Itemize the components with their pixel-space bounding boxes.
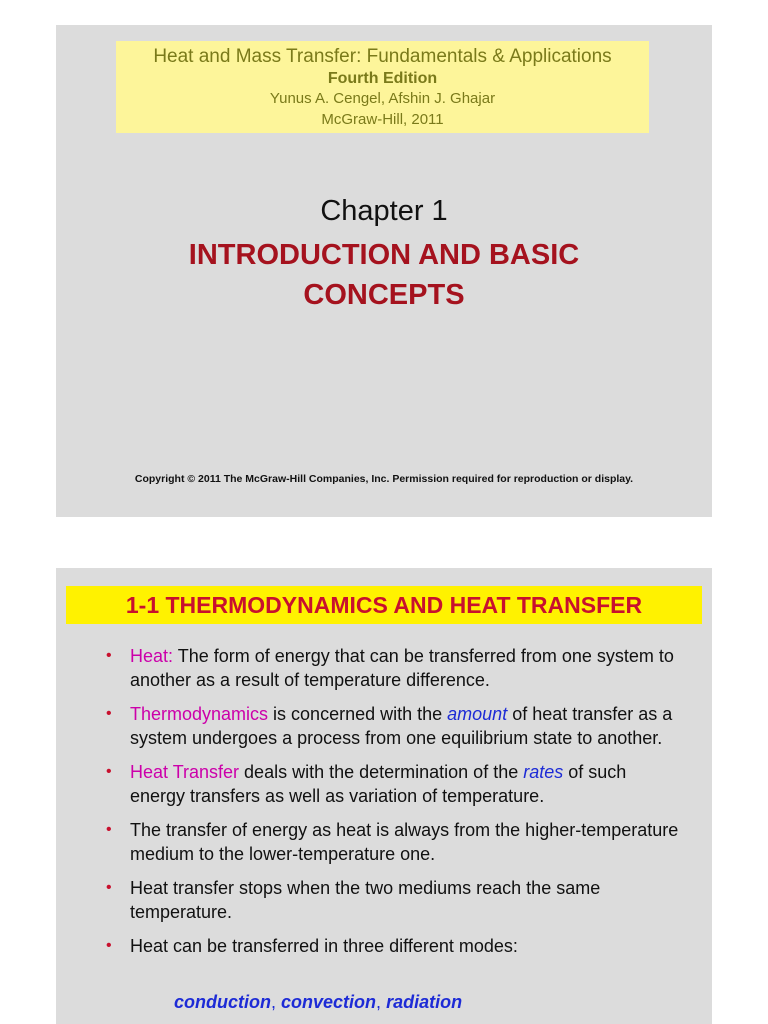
- mode-radiation: radiation: [386, 992, 463, 1012]
- copyright-notice: Copyright © 2011 The McGraw-Hill Companies, Inc. Permission required for reproduction or display.: [134, 473, 634, 485]
- book-edition: Fourth Edition: [327, 70, 438, 87]
- bullet-thermodynamics: [106, 702, 686, 750]
- chapter-title-line-2: CONCEPTS: [303, 279, 465, 311]
- title-slide: [56, 25, 712, 517]
- mode-separator: ,: [271, 992, 282, 1012]
- book-authors: Yunus A. Cengel, Afshin J. Ghajar: [269, 90, 496, 107]
- bullet-text: of such energy transfers as well as variation of temperature.: [130, 762, 627, 806]
- bullet-heat: [106, 644, 686, 692]
- term-thermodynamics: Thermodynamics: [130, 704, 269, 724]
- mode-separator: ,: [376, 992, 387, 1012]
- book-publisher: McGraw-Hill, 2011: [321, 111, 444, 128]
- chapter-title-line-1: INTRODUCTION AND BASIC: [188, 239, 580, 271]
- book-title: Heat and Mass Transfer: Fundamentals & Applications: [153, 46, 612, 67]
- chapter-title: [56, 235, 712, 315]
- mode-conduction: conduction: [174, 992, 271, 1012]
- emphasis-amount: amount: [447, 704, 508, 724]
- heat-transfer-modes: [174, 992, 462, 1013]
- bullet-text: The transfer of energy as heat is always from the higher-temperature medium to the lower-temperature one.: [130, 820, 679, 864]
- bullet-marker: •: [106, 705, 112, 722]
- bullet-modes: [106, 934, 686, 958]
- mode-convection: convection: [281, 992, 377, 1012]
- bullet-text: Heat can be transferred in three different modes:: [130, 936, 518, 956]
- section-title: 1-1 THERMODYNAMICS AND HEAT TRANSFER: [66, 586, 702, 624]
- bullet-marker: •: [106, 821, 112, 838]
- term-heat: Heat:: [130, 646, 174, 666]
- term-heat-transfer: Heat Transfer: [130, 762, 240, 782]
- bullet-heat-transfer: [106, 760, 686, 808]
- bullet-text: deals with the determination of the: [239, 762, 524, 782]
- book-info-box: [116, 41, 649, 133]
- bullet-text: Heat transfer stops when the two mediums reach the same temperature.: [130, 878, 601, 922]
- bullet-text: of heat transfer as a system undergoes a process from one equilibrium state to another.: [130, 704, 673, 748]
- bullet-marker: •: [106, 937, 112, 954]
- emphasis-rates: rates: [523, 762, 564, 782]
- chapter-number: Chapter 1: [320, 195, 448, 227]
- bullet-marker: •: [106, 879, 112, 896]
- bullet-marker: •: [106, 763, 112, 780]
- bullet-marker: •: [106, 647, 112, 664]
- bullet-text: is concerned with the: [268, 704, 448, 724]
- bullet-text: The form of energy that can be transferred from one system to another as a result of temperature difference.: [130, 646, 674, 690]
- content-slide: [56, 568, 712, 1024]
- bullet-equilibrium: [106, 876, 686, 924]
- bullet-direction: [106, 818, 686, 866]
- bullet-list: [106, 644, 686, 968]
